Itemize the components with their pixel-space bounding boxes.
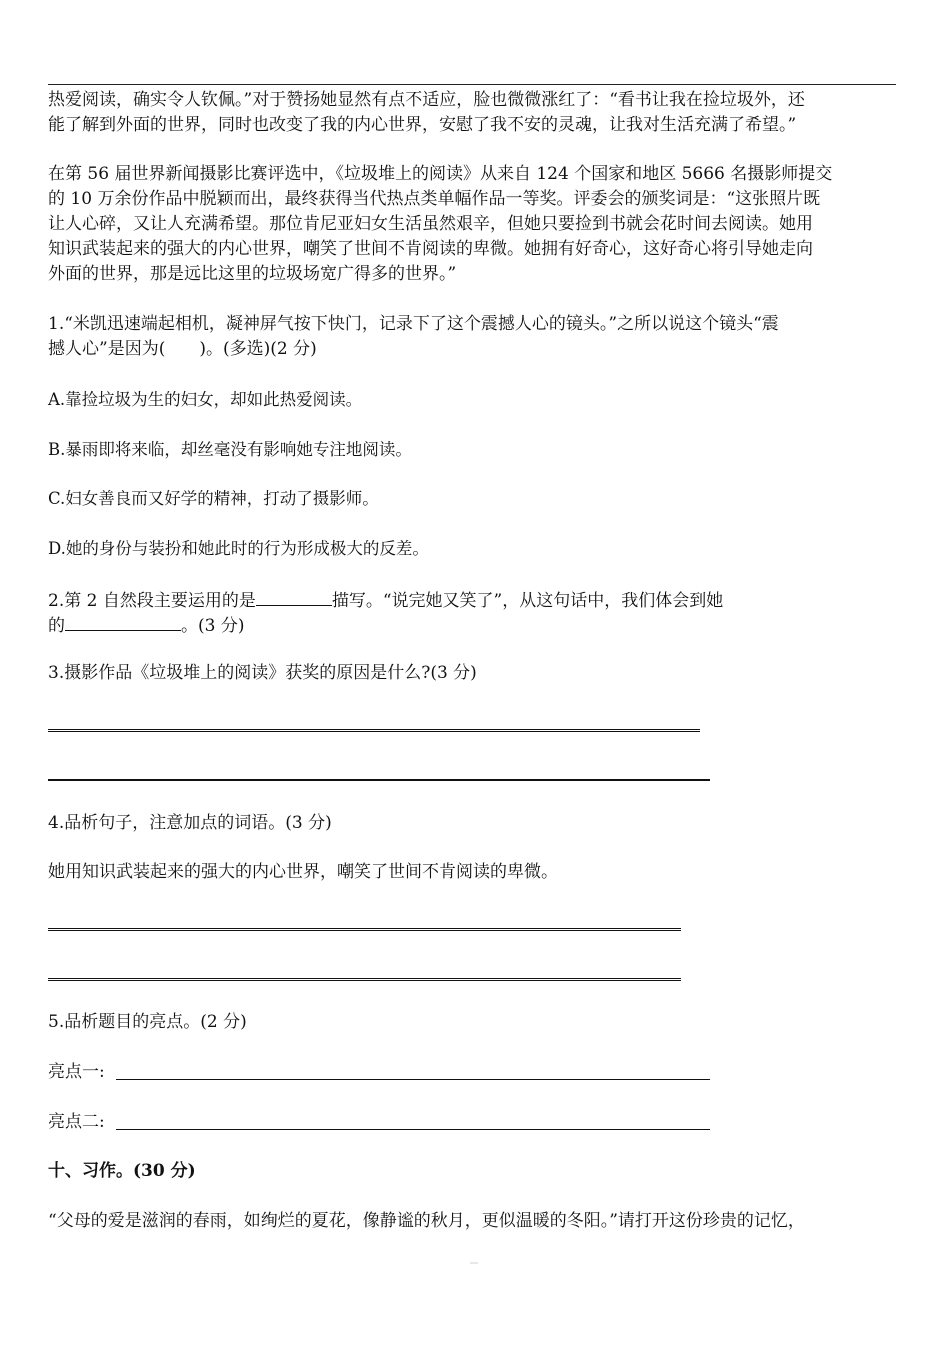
- question-4-sentence: 她用知识武装起来的强大的内心世界，嘲笑了世间不肯阅读的卑微。: [48, 862, 558, 882]
- passage-text: 让人心碎，又让人充满希望。那位肯尼亚妇女生活虽然艰辛，但她只要捡到书就会花时间去阅读。她用: [48, 214, 813, 234]
- highlight-1-label: 亮点一:: [48, 1062, 105, 1082]
- question-1: 1.“米凯迅速端起相机，凝神屏气按下快门，记录下了这个震撼人心的镜头。”之所以说这个镜头“震: [48, 314, 779, 334]
- question-4: 4.品析句子，注意加点的词语。(3 分): [48, 813, 332, 833]
- option-b: B.暴雨即将来临，却丝毫没有影响她专注地阅读。: [48, 440, 412, 459]
- answer-line[interactable]: [48, 978, 681, 981]
- highlight-2-label: 亮点二:: [48, 1112, 105, 1132]
- option-d: D.她的身份与装扮和她此时的行为形成极大的反差。: [48, 539, 429, 558]
- answer-line[interactable]: [48, 779, 710, 781]
- passage-text: 的 10 万余份作品中脱颖而出，最终获得当代热点类单幅作品一等奖。评委会的颁奖词是：“这张照片既: [48, 189, 821, 209]
- answer-line[interactable]: [116, 1079, 710, 1080]
- scan-mark: [470, 1262, 478, 1264]
- question-2-text: 的: [48, 616, 65, 636]
- question-5: 5.品析题目的亮点。(2 分): [48, 1012, 247, 1032]
- section-title: 十、习作。(30 分): [48, 1161, 196, 1181]
- fill-blank[interactable]: [256, 587, 332, 606]
- highlight-2: [48, 1110, 712, 1135]
- composition-prompt: “父母的爱是滋润的春雨，如绚烂的夏花，像静谧的秋月，更似温暖的冬阳。”请打开这份珍贵的记忆，: [48, 1211, 805, 1231]
- passage-text: 热爱阅读，确实令人钦佩。”对于赞扬她显然有点不适应，脸也微微涨红了：“看书让我在捡垃圾外，还: [48, 90, 805, 110]
- option-a: A.靠捡垃圾为生的妇女，却如此热爱阅读。: [48, 390, 363, 409]
- passage-text: 能了解到外面的世界，同时也改变了我的内心世界，安慰了我不安的灵魂，让我对生活充满了希望。”: [48, 115, 797, 135]
- passage-text: 在第 56 届世界新闻摄影比赛评选中，《垃圾堆上的阅读》从来自 124 个国家和地区 5666 名摄影师提交: [48, 164, 833, 184]
- question-2-text: 2.第 2 自然段主要运用的是: [48, 591, 256, 611]
- answer-line[interactable]: [48, 729, 700, 732]
- question-2-text: 。(3 分): [181, 616, 245, 636]
- question-2: [48, 587, 896, 614]
- question-3: 3.摄影作品《垃圾堆上的阅读》获奖的原因是什么?(3 分): [48, 663, 477, 683]
- highlight-1: [48, 1060, 712, 1085]
- option-c: C.妇女善良而又好学的精神，打动了摄影师。: [48, 489, 379, 508]
- top-rule: [48, 84, 896, 85]
- answer-line[interactable]: [48, 928, 681, 931]
- fill-blank[interactable]: [65, 612, 181, 631]
- passage-text: 知识武装起来的强大的内心世界，嘲笑了世间不肯阅读的卑微。她拥有好奇心，这好奇心将引导她走向: [48, 239, 813, 259]
- question-1: 撼人心”是因为( )。(多选)(2 分): [48, 339, 317, 359]
- passage-text: 外面的世界，那是远比这里的垃圾场宽广得多的世界。”: [48, 264, 457, 284]
- question-2-text: 描写。“说完她又笑了”，从这句话中，我们体会到她: [331, 591, 724, 611]
- question-2: [48, 612, 896, 639]
- answer-line[interactable]: [116, 1129, 710, 1130]
